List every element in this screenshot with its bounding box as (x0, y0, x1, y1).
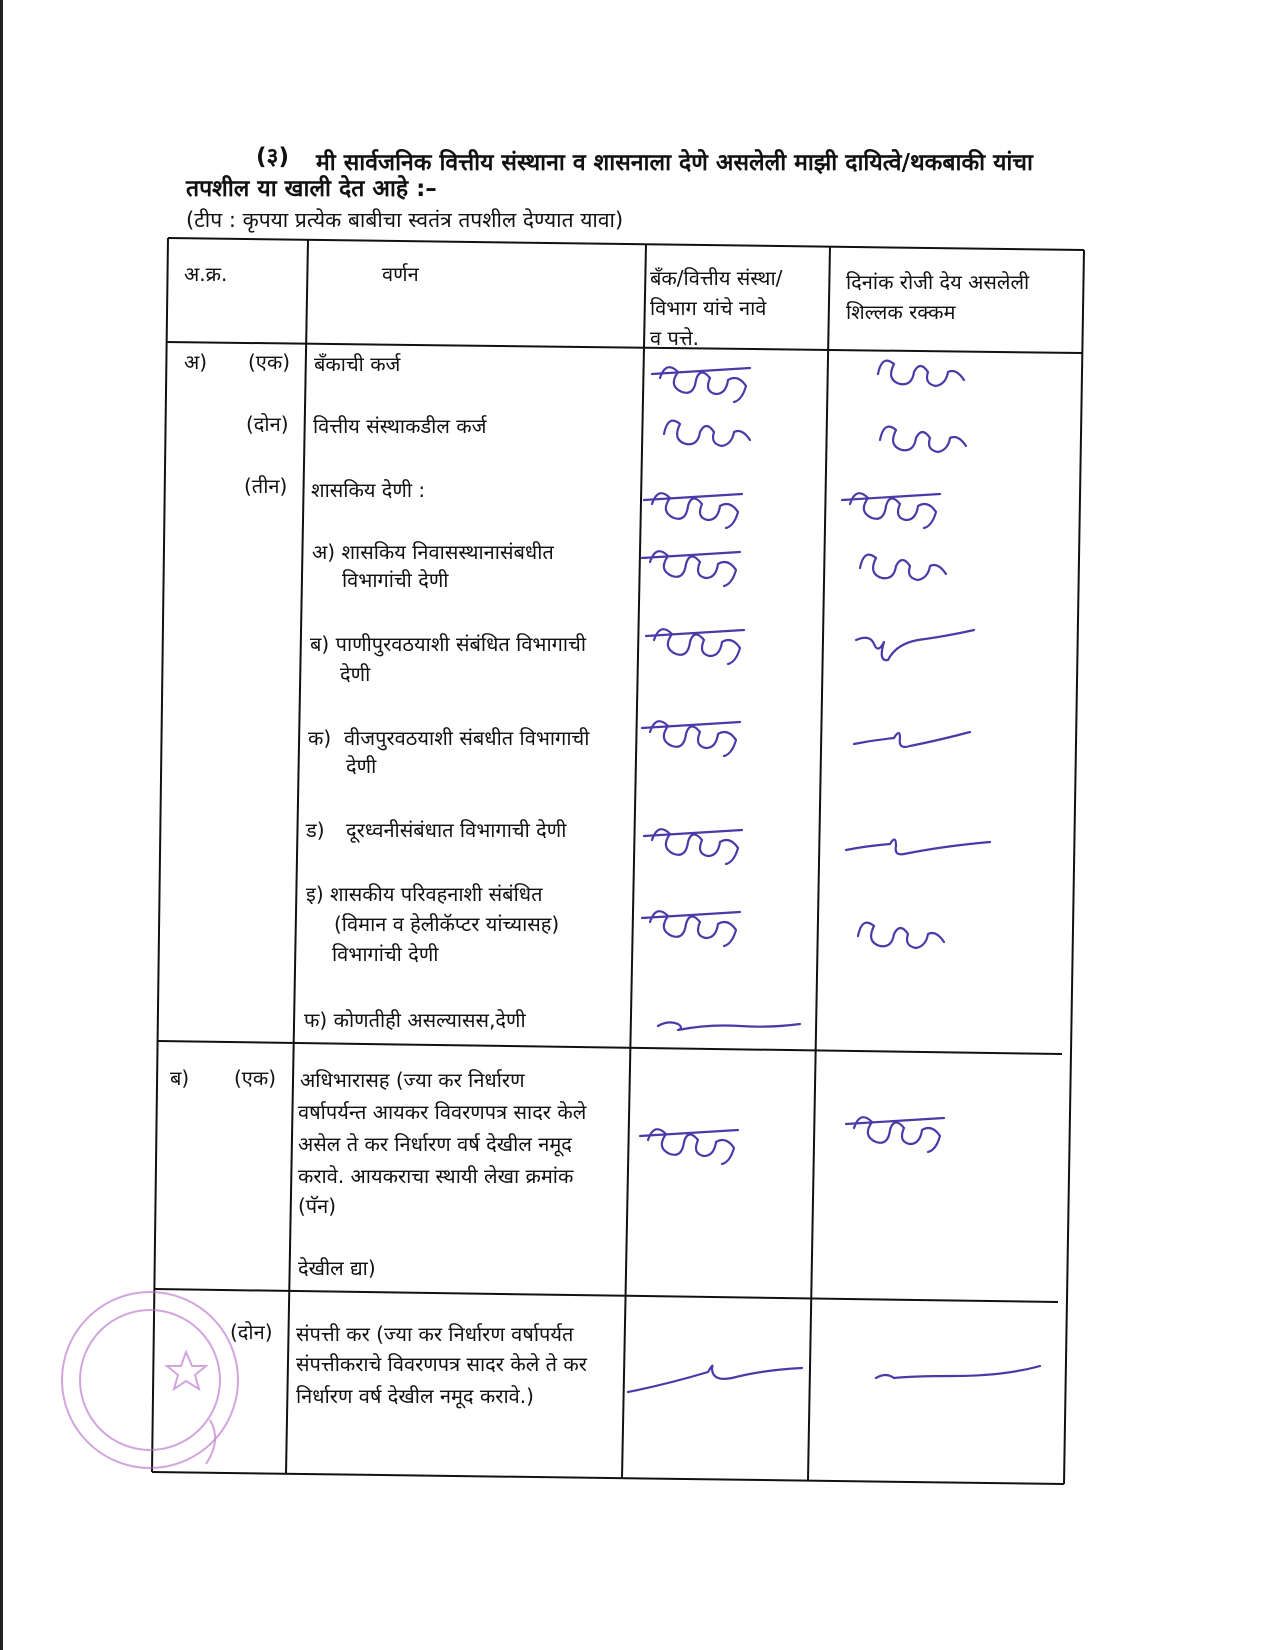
row-sub-f-line-1: फ) कोणतीही असल्यासस,देणी (304, 1008, 526, 1032)
row-sub-i-line-3: विभागांची देणी (332, 942, 439, 966)
row-b-two-line-1: संपत्ती कर (ज्या कर निर्धारण वर्षापर्यत (296, 1322, 574, 1346)
row-b-two-num: (दोन) (230, 1320, 273, 1344)
section-b-label: ब) (170, 1066, 190, 1090)
row-a-two-num: (दोन) (246, 412, 289, 436)
header-amount-line-2: शिल्लक रक्कम (846, 300, 956, 324)
row-a-one-text: बॅंकाची कर्ज (314, 352, 401, 376)
header-amount-line-1: दिनांक रोजी देय असलेली (846, 270, 1030, 294)
section-number: (३) (256, 144, 289, 170)
row-sub-b-line-1: ब) पाणीपुरवठयाशी संबंधित विभागाची (310, 632, 586, 656)
row-sub-a-line-1: अ) शासकिय निवासस्थानासंबधीत (312, 540, 554, 564)
row-b-one-line-3: असेल ते कर निर्धारण वर्ष देखील नमूद (298, 1132, 572, 1156)
intro-line-2: तपशील या खाली देत आहे :– (186, 176, 437, 202)
row-sub-a-line-2: विभागांची देणी (342, 568, 449, 592)
row-a-three-text: शासकिय देणी : (311, 478, 426, 502)
header-bank-line-2: विभाग यांचे नावे (650, 296, 767, 320)
row-sub-i-line-1: इ) शासकीय परिवहनाशी संबंधित (306, 882, 543, 906)
section-a-label: अ) (184, 350, 208, 374)
row-b-one-line-4: करावे. आयकराचा स्थायी लेखा क्रमांक (298, 1164, 574, 1188)
row-a-one-num: (एक) (248, 350, 291, 374)
row-b-one-num: (एक) (234, 1066, 277, 1090)
row-a-three-num: (तीन) (244, 474, 288, 498)
header-bank-line-3: व पत्ते. (650, 326, 700, 350)
row-sub-b-line-2: देणी (340, 662, 371, 686)
row-sub-d-prefix: ड) (306, 818, 325, 842)
row-b-one-line-1: अधिभारासह (ज्या कर निर्धारण (300, 1068, 525, 1092)
row-b-one-line-5: (पॅन) (298, 1194, 337, 1218)
row-sub-k-prefix: क) (308, 726, 332, 750)
row-b-one-line-6: देखील द्या) (298, 1256, 376, 1280)
row-sub-k-line-1: वीजपुरवठयाशी संबधीत विभागाची (344, 726, 590, 750)
row-sub-k-line-2: देणी (346, 754, 377, 778)
row-b-two-line-3: निर्धारण वर्ष देखील नमूद करावे.) (296, 1384, 534, 1408)
row-a-two-text: वित्तीय संस्थाकडील कर्ज (313, 414, 487, 438)
row-b-one-line-2: वर्षापर्यन्त आयकर विवरणपत्र सादर केले (298, 1100, 587, 1124)
header-bank-line-1: बॅंक/वित्तीय संस्था/ (650, 266, 783, 290)
row-b-two-line-2: संपत्तीकराचे विवरणपत्र सादर केले ते कर (296, 1352, 587, 1376)
intro-line-1: मी सार्वजनिक वित्तीय संस्थाना व शासनाला देणे असलेली माझी दायित्वे/थकबाकी यांचा (316, 150, 1033, 176)
row-sub-i-line-2: (विमान व हेलीकॅप्टर यांच्यासह) (334, 912, 560, 936)
row-sub-d-line-1: दूरध्वनीसंबंधात विभागाची देणी (346, 818, 567, 842)
intro-note: (टीप : कृपया प्रत्येक बाबीचा स्वतंत्र तपशील देण्यात यावा) (186, 208, 624, 232)
header-description: वर्णन (382, 262, 419, 286)
header-serial: अ.क्र. (184, 262, 228, 286)
